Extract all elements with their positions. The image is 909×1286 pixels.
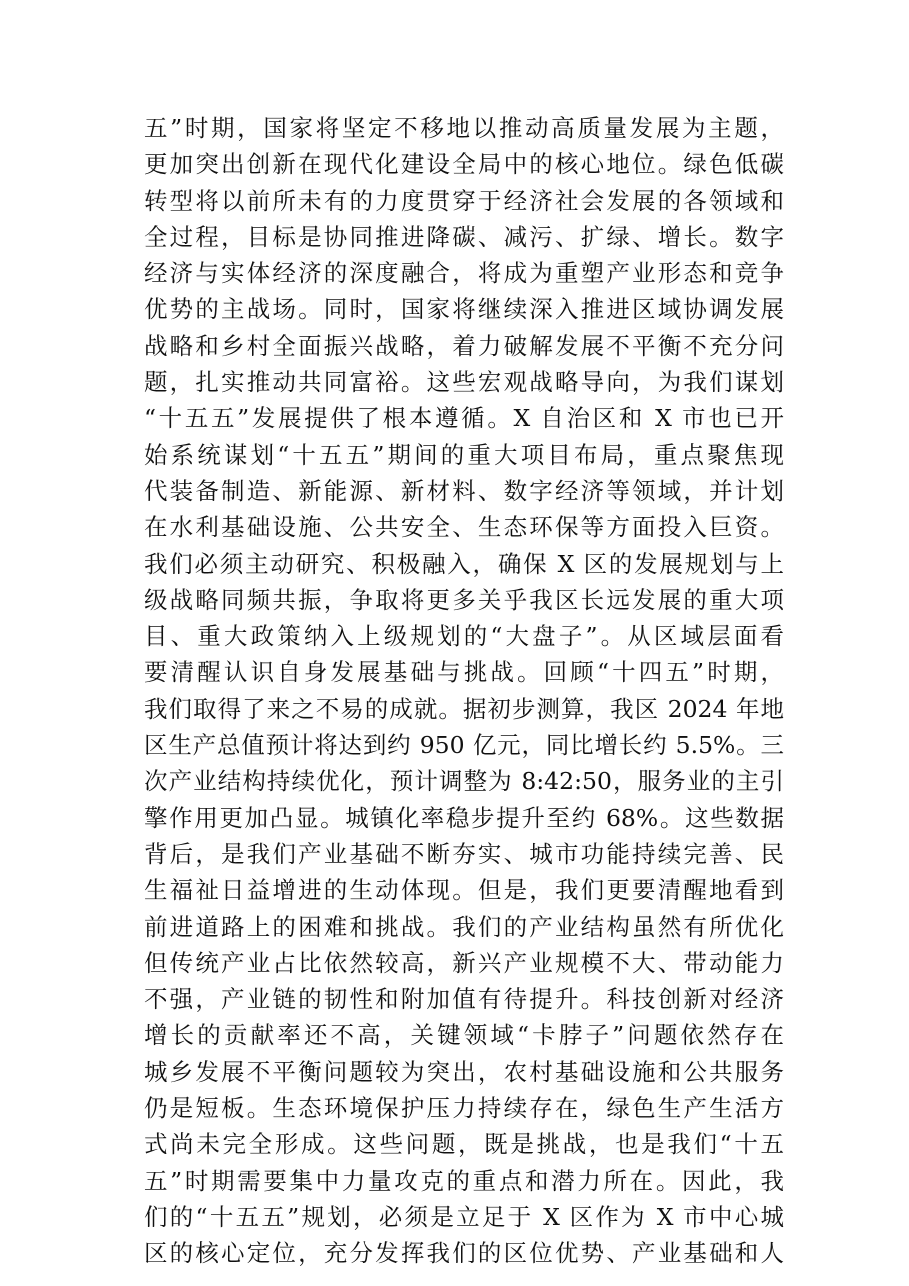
text-line: 前进道路上的困难和挑战。我们的产业结构虽然有所优化: [144, 912, 784, 941]
text-line: 城乡发展不平衡问题较为突出，农村基础设施和公共服务: [144, 1057, 784, 1086]
text-line: 五”时期，国家将坚定不移地以推动高质量发展为主题，: [144, 114, 784, 142]
text-line: “十五五”发展提供了根本遵循。X 自治区和 X 市也已开: [144, 404, 784, 433]
text-line: 们的“十五五”规划，必须是立足于 X 区作为 X 市中心城: [144, 1202, 784, 1231]
text-line: 我们必须主动研究、积极融入，确保 X 区的发展规划与上: [144, 549, 784, 578]
text-line: 目、重大政策纳入上级规划的“大盘子”。从区域层面看: [144, 622, 784, 651]
text-line: 要清醒认识自身发展基础与挑战。回顾“十四五”时期，: [144, 658, 784, 687]
text-line: 级战略同频共振，争取将更多关乎我区长远发展的重大项: [144, 585, 784, 614]
text-line: 经济与实体经济的深度融合，将成为重塑产业形态和竞争: [144, 259, 784, 288]
text-line: 更加突出创新在现代化建设全局中的核心地位。绿色低碳: [144, 150, 784, 179]
text-line: 次产业结构持续优化，预计调整为 8:42:50，服务业的主引: [144, 767, 784, 796]
text-line: 区的核心定位，充分发挥我们的区位优势、产业基础和人: [144, 1239, 784, 1268]
text-line: 仍是短板。生态环境保护压力持续存在，绿色生产生活方: [144, 1094, 784, 1123]
text-line: 战略和乡村全面振兴战略，着力破解发展不平衡不充分问: [144, 331, 784, 360]
text-line: 式尚未完全形成。这些问题，既是挑战，也是我们“十五: [144, 1130, 784, 1159]
text-line: 在水利基础设施、公共安全、生态环保等方面投入巨资。: [144, 513, 784, 542]
text-line: 优势的主战场。同时，国家将继续深入推进区域协调发展: [144, 295, 784, 324]
text-line: 生福祉日益增进的生动体现。但是，我们更要清醒地看到: [144, 876, 784, 905]
text-line: 始系统谋划“十五五”期间的重大项目布局，重点聚焦现: [144, 440, 784, 469]
text-line: 我们取得了来之不易的成就。据初步测算，我区 2024 年地: [144, 694, 784, 723]
text-line: 不强，产业链的韧性和附加值有待提升。科技创新对经济: [144, 985, 784, 1014]
body-paragraph: [144, 110, 784, 1272]
text-line: 题，扎实推动共同富裕。这些宏观战略导向，为我们谋划: [144, 368, 784, 397]
text-line: 五”时期需要集中力量攻克的重点和潜力所在。因此，我: [144, 1166, 784, 1195]
text-line: 擎作用更加凸显。城镇化率稳步提升至约 68%。这些数据: [144, 803, 784, 832]
text-line: 转型将以前所未有的力度贯穿于经济社会发展的各领域和: [144, 186, 784, 215]
text-line: 全过程，目标是协同推进降碳、减污、扩绿、增长。数字: [144, 222, 784, 251]
text-line: 代装备制造、新能源、新材料、数字经济等领域，并计划: [144, 476, 784, 505]
text-line: 增长的贡献率还不高，关键领域“卡脖子”问题依然存在: [144, 1021, 784, 1050]
text-line: 但传统产业占比依然较高，新兴产业规模不大、带动能力: [144, 948, 784, 977]
text-line: 背后，是我们产业基础不断夯实、城市功能持续完善、民: [144, 839, 784, 868]
text-line: 区生产总值预计将达到约 950 亿元，同比增长约 5.5%。三: [144, 731, 784, 760]
